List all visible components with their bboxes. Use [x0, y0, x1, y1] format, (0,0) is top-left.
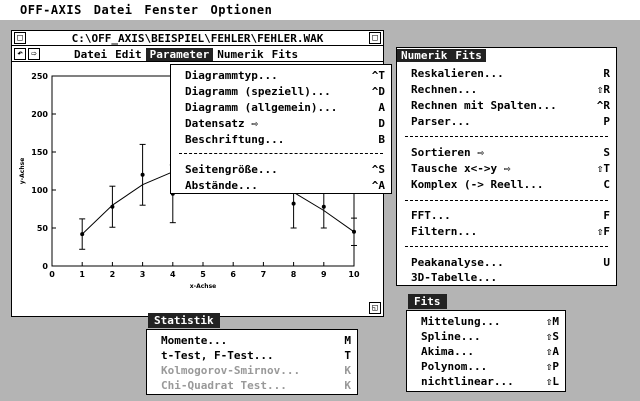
menubar-item-fenster[interactable]: Fenster: [144, 3, 199, 17]
fits-item-spline[interactable]: Spline... ⇧S: [421, 329, 559, 343]
window-menubar: [12, 47, 383, 62]
menubar-item-datei[interactable]: Datei: [93, 3, 133, 17]
y-axis-label: y-Achse: [19, 157, 26, 185]
nav-left-icon[interactable]: ↶: [14, 48, 26, 60]
fits-item-akima[interactable]: Akima... ⇧A: [421, 344, 559, 358]
numerik-item-parser[interactable]: Parser... P: [411, 114, 610, 128]
window-menu-tabs: [70, 47, 302, 62]
x-tick-label: 5: [200, 270, 206, 279]
menubar-item-off-axis[interactable]: OFF-AXIS: [20, 3, 82, 17]
data-point: [80, 232, 84, 236]
parameter-item-diagrammtyp[interactable]: Diagrammtyp... ^T: [185, 68, 385, 82]
menu-separator: [179, 153, 383, 154]
numerik-item-reskalieren[interactable]: Reskalieren... R: [411, 66, 610, 80]
data-point: [141, 173, 145, 177]
numerik-item-fft[interactable]: FFT... F: [411, 208, 610, 222]
x-tick-label: 3: [139, 270, 146, 279]
y-tick-label: 200: [31, 110, 48, 119]
y-tick-label: 50: [36, 224, 48, 233]
close-box[interactable]: □: [14, 32, 26, 44]
data-point: [352, 230, 356, 234]
numerik-item-komplex[interactable]: Komplex (-> Reell... C: [411, 177, 610, 191]
parameter-item-seitengroesse[interactable]: Seitengröße... ^S: [185, 162, 385, 176]
x-tick-label: 0: [49, 270, 55, 279]
data-point: [110, 205, 114, 209]
menu-datei[interactable]: Datei: [74, 47, 108, 61]
y-tick-label: 0: [42, 262, 48, 271]
fits-item-mittelung[interactable]: Mittelung... ⇧M: [421, 314, 559, 328]
y-tick-label: 250: [31, 72, 48, 81]
x-axis-label: x-Achse: [189, 283, 217, 290]
x-tick-label: 7: [260, 270, 267, 279]
statistik-menu-title[interactable]: Statistik: [148, 313, 220, 328]
statistik-item-kolmogorov: Kolmogorov-Smirnov... K: [161, 363, 351, 377]
parameter-item-beschriftung[interactable]: Beschriftung... B: [185, 132, 385, 146]
menu-bar: [0, 0, 640, 20]
fits-item-polynom[interactable]: Polynom... ⇧P: [421, 359, 559, 373]
numerik-item-filtern[interactable]: Filtern... ⇧F: [411, 224, 610, 238]
window-titlebar[interactable]: [12, 31, 383, 46]
parameter-item-datensatz[interactable]: Datensatz ⇨ D: [185, 116, 385, 130]
x-tick-label: 4: [170, 270, 176, 279]
menubar-item-optionen[interactable]: Optionen: [210, 3, 273, 17]
menu-fits[interactable]: Fits: [271, 47, 299, 61]
numerik-item-tausche[interactable]: Tausche x<->y ⇨ ⇧T: [411, 161, 610, 175]
window-title: C:\OFF_AXIS\BEISPIEL\FEHLER\FEHLER.WAK: [71, 31, 324, 45]
nav-right-icon[interactable]: ⇨: [28, 48, 40, 60]
parameter-item-diagramm-speziell[interactable]: Diagramm (speziell)... ^D: [185, 84, 385, 98]
parameter-item-diagramm-allgemein[interactable]: Diagramm (allgemein)... A: [185, 100, 385, 114]
menu-parameter[interactable]: Parameter: [146, 48, 214, 61]
x-tick-label: 1: [79, 270, 85, 279]
resize-box[interactable]: ◱: [369, 302, 381, 314]
statistik-item-t-test[interactable]: t-Test, F-Test... T: [161, 348, 351, 362]
numerik-item-peakanalyse[interactable]: Peakanalyse... U: [411, 255, 610, 269]
statistik-item-momente[interactable]: Momente... M: [161, 333, 351, 347]
parameter-item-abstaende[interactable]: Abstände... ^A: [185, 178, 385, 192]
fits-item-nichtlinear[interactable]: nichtlinear... ⇧L: [421, 374, 559, 388]
x-tick-label: 6: [230, 270, 236, 279]
numerik-item-rechnen[interactable]: Rechnen... ⇧R: [411, 82, 610, 96]
numerik-menu: [396, 47, 617, 286]
x-tick-label: 8: [290, 270, 297, 279]
x-tick-label: 10: [348, 270, 360, 279]
data-point: [322, 205, 326, 209]
statistik-menu: [146, 329, 358, 395]
y-tick-label: 100: [31, 186, 48, 195]
numerik-item-rechnen-spalten[interactable]: Rechnen mit Spalten... ^R: [411, 98, 610, 112]
menu-edit[interactable]: Edit: [115, 47, 142, 61]
x-tick-label: 2: [109, 270, 116, 279]
numerik-item-sortieren[interactable]: Sortieren ⇨ S: [411, 145, 610, 159]
numerik-item-3d-tabelle[interactable]: 3D-Tabelle...: [411, 270, 498, 284]
menu-fits-header[interactable]: Fits: [451, 49, 486, 62]
full-box[interactable]: □: [369, 32, 381, 44]
numerik-menu-header: [397, 48, 486, 63]
x-tick-label: 9: [321, 270, 327, 279]
menu-separator: [405, 200, 608, 201]
y-tick-label: 150: [31, 148, 48, 157]
menu-separator: [405, 246, 608, 247]
fits-menu: [406, 310, 566, 392]
parameter-menu: [170, 64, 392, 194]
data-point: [292, 202, 296, 206]
menu-separator: [405, 136, 608, 137]
statistik-item-chi-quadrat: Chi-Quadrat Test... K: [161, 378, 351, 392]
menu-numerik[interactable]: Numerik: [217, 47, 264, 61]
fits-menu-title[interactable]: Fits: [408, 294, 447, 309]
menu-numerik-header[interactable]: Numerik: [397, 49, 451, 62]
